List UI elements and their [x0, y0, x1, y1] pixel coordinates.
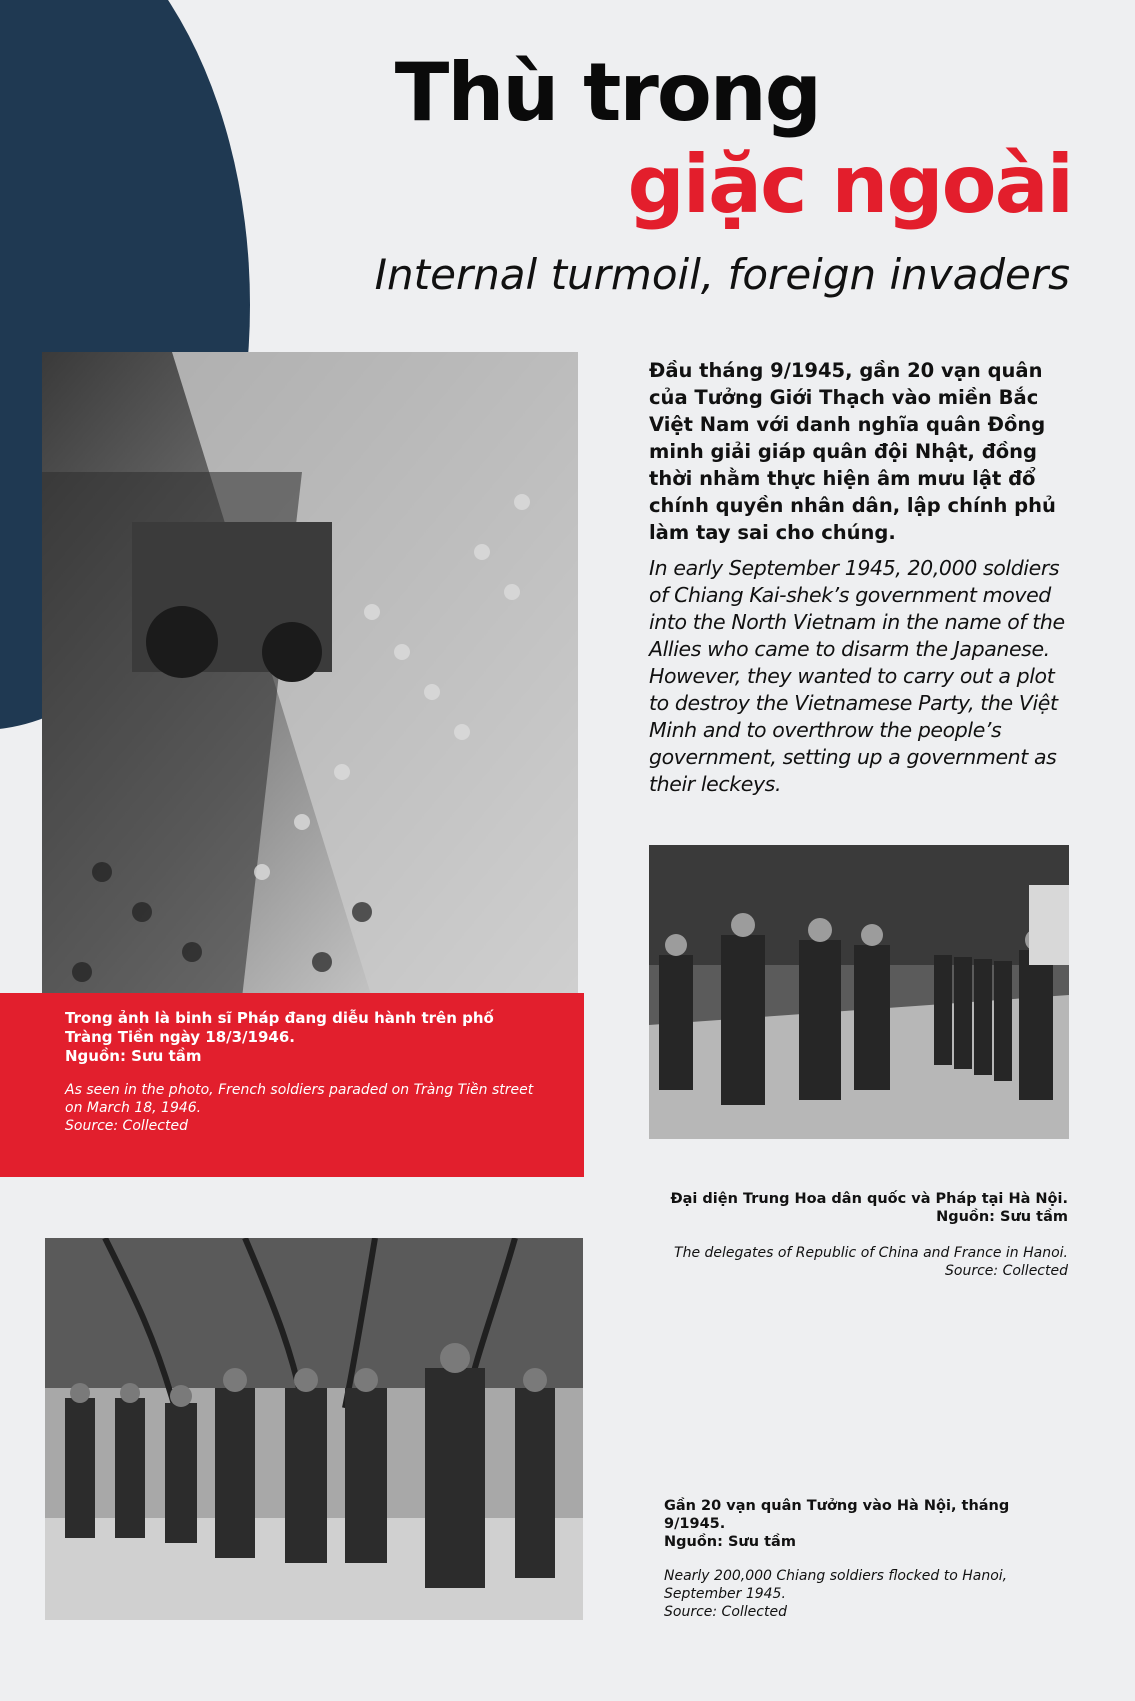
caption-vn-text: Đại diện Trung Hoa dân quốc và Pháp tại Hà Nội.: [670, 1191, 1068, 1207]
subtitle: Internal turmoil, foreign invaders: [374, 250, 1070, 299]
caption-vn-source: Nguồn: Sưu tầm: [664, 1534, 796, 1550]
caption-vn-text: Gần 20 vạn quân Tưởng vào Hà Nội, tháng 9/1945.: [664, 1498, 1010, 1532]
caption-en-source: Source: Collected: [945, 1263, 1068, 1279]
photo-delegates-hanoi: [649, 845, 1069, 1139]
caption-en-text: As seen in the photo, French soldiers paraded on Tràng Tiền street on March 18, 1946.: [65, 1082, 534, 1116]
photo-chiang-soldiers-march: [45, 1238, 583, 1620]
caption-vn-text: Trong ảnh là binh sĩ Pháp đang diễu hành trên phố Tràng Tiền ngày 18/3/1946.: [65, 1009, 494, 1046]
title-line-2: giặc ngoài: [627, 138, 1072, 231]
intro-text-en: In early September 1945, 20,000 soldiers of Chiang Kai-shek’s government moved into the North Vietnam in the name of the Allies who came to disarm the Japanese. However, they wanted to carry out a plot to destroy the Vietnamese Party, the Việt Minh and to overthrow the people’s government, setting up a government as their leckeys.: [649, 556, 1065, 796]
title-line-1: Thù trong: [394, 46, 820, 139]
caption-en-source: Source: Collected: [664, 1604, 787, 1620]
caption-photo-2: [600, 1190, 1068, 1280]
caption-vn-photo-1: [65, 1009, 535, 1066]
caption-en-text: Nearly 200,000 Chiang soldiers flocked to Hanoi, September 1945.: [664, 1568, 1008, 1602]
photo-french-soldiers-parade: [42, 352, 578, 998]
caption-en-text: The delegates of Republic of China and France in Hanoi.: [674, 1245, 1068, 1261]
intro-text-vn: Đầu tháng 9/1945, gần 20 vạn quân của Tưởng Giới Thạch vào miền Bắc Việt Nam với danh nghĩa quân Đồng minh giải giáp quân đội Nhật, đồng thời nhằm thực hiện âm mưu lật đổ chính quyền nhân dân, lập chính phủ làm tay sai cho chúng.: [649, 359, 1056, 544]
caption-en-photo-3: [664, 1567, 1064, 1621]
caption-box-photo-1: [0, 993, 584, 1177]
caption-en-photo-2: [600, 1244, 1068, 1280]
caption-en-source: Source: Collected: [65, 1118, 188, 1134]
caption-vn-photo-3: [664, 1497, 1064, 1551]
caption-en-photo-1: [65, 1081, 535, 1135]
caption-photo-3: [664, 1497, 1064, 1621]
caption-vn-photo-2: [600, 1190, 1068, 1226]
caption-vn-source: Nguồn: Sưu tầm: [936, 1209, 1068, 1225]
caption-vn-source: Nguồn: Sưu tầm: [65, 1047, 202, 1065]
